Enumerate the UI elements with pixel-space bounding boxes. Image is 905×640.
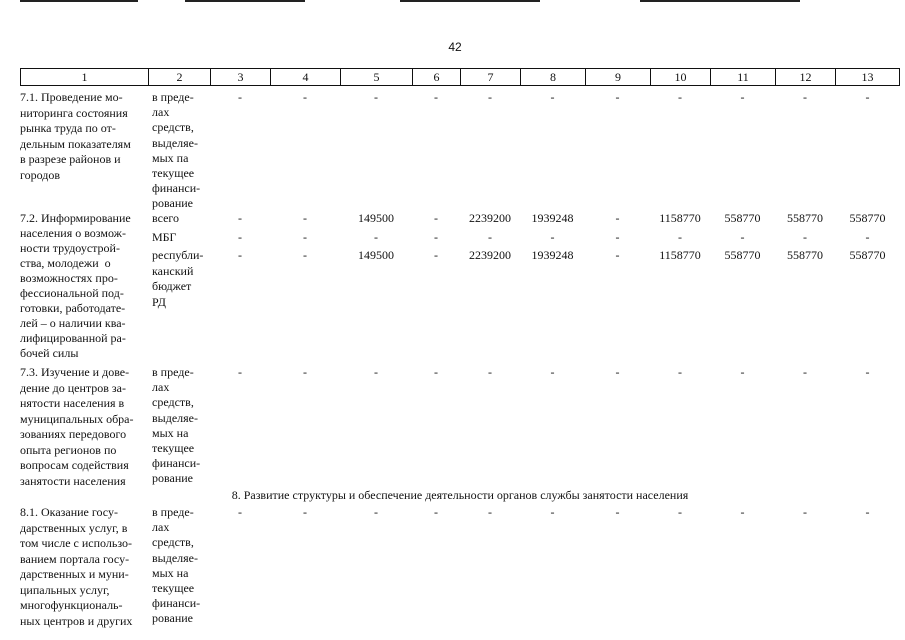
value-cell: - [238,211,242,225]
value-cell: - [865,230,870,244]
value-cell: - [803,505,807,519]
value-cell: - [803,230,807,244]
value-cell: - [678,365,682,379]
value-cell: - [803,90,807,104]
top-rule [640,0,800,2]
value-cell: - [238,248,242,262]
column-number-6: 6 [412,69,460,85]
funding-source: республи- канский бюджет РД [152,248,204,309]
value-cell: - [550,230,555,244]
value-cell: - [550,505,555,519]
value-cell: - [488,230,492,244]
value-cell: - [374,230,378,244]
value-cell: - [615,90,620,104]
value-cell: - [678,230,682,244]
value-cell: - [434,505,438,519]
value-cell: - [238,90,242,104]
funding-source: МБГ [152,230,177,244]
value-cell: - [303,365,307,379]
value-cell: - [488,365,492,379]
value-cell: 1158770 [659,211,701,225]
funding-source: в преде- лах средств, выделяе- мых па текущее финанси- рование [152,90,201,211]
value-cell: - [678,505,682,519]
value-cell: - [865,365,870,379]
measure-7-1: 7.1. Проведение мо- ниторинга состояния рынка труда по от- дельным показателям в разрезе районов и городов [20,90,131,182]
value-cell: - [615,248,620,262]
value-cell: - [550,90,555,104]
value-cell: - [550,365,555,379]
top-rule [400,0,540,2]
funding-source: в преде- лах средств, выделяе- мых на текущее финанси- рование [152,365,201,486]
value-cell: - [740,90,745,104]
value-cell: - [374,365,378,379]
value-cell: - [803,365,807,379]
top-rule [185,0,305,2]
column-number-9: 9 [585,69,650,85]
value-cell: 558770 [787,248,823,262]
value-cell: - [615,211,620,225]
column-number-1: 1 [20,69,148,85]
value-cell: 1939248 [531,248,574,262]
value-cell: 2239200 [469,248,511,262]
value-cell: - [434,230,438,244]
value-cell: 1939248 [531,211,574,225]
value-cell: - [374,90,378,104]
column-number-7: 7 [460,69,520,85]
value-cell: - [303,90,307,104]
column-number-3: 3 [210,69,270,85]
value-cell: - [238,230,242,244]
value-cell: - [740,505,745,519]
measure-7-3: 7.3. Изучение и дове- дение до центров за- нятости населения в муниципальных обра- зованиях передового опыта регионов по вопросам содействия занятости населения [20,365,134,488]
value-cell: 558770 [787,211,823,225]
value-cell: - [615,505,620,519]
measure-8-1: 8.1. Оказание госу- дарственных услуг, в том числе с использо- ванием портала госу- дарственных и муни- ципальных услуг, многофункциональ- ных центров и других [20,505,133,628]
value-cell: - [434,211,438,225]
value-cell: - [434,90,438,104]
value-cell: - [303,248,307,262]
column-number-5: 5 [340,69,412,85]
value-cell: 558770 [724,211,761,225]
funding-source: в преде- лах средств, выделяе- мых на текущее финанси- рование [152,505,201,626]
column-number-2: 2 [148,69,210,85]
column-number-12: 12 [775,69,835,85]
value-cell: 558770 [724,248,761,262]
column-number-11: 11 [710,69,775,85]
column-number-header [20,68,900,86]
value-cell: - [238,365,242,379]
value-cell: - [434,365,438,379]
section-heading: 8. Развитие структуры и обеспечение деятельности органов службы занятости населения [231,488,689,502]
value-cell: - [615,230,620,244]
column-number-13: 13 [835,69,900,85]
value-cell: - [303,230,307,244]
page-number: 42 [448,40,462,54]
value-cell: - [488,90,492,104]
value-cell: - [740,230,745,244]
value-cell: - [303,211,307,225]
value-cell: - [488,505,492,519]
value-cell: - [238,505,242,519]
value-cell: - [865,90,870,104]
column-number-8: 8 [520,69,585,85]
column-number-4: 4 [270,69,340,85]
top-rule [20,0,138,2]
funding-source: всего [152,211,180,225]
value-cell: 149500 [358,211,394,225]
value-cell: - [678,90,682,104]
value-cell: - [374,505,378,519]
column-number-10: 10 [650,69,710,85]
value-cell: 558770 [849,248,886,262]
value-cell: - [740,365,745,379]
value-cell: 558770 [849,211,886,225]
measure-7-2: 7.2. Информирование населения о возмож- ности трудоустрой- ства, молодежи о возможностях про- фессиональной под- готовки, работодате- лей – о наличии ква- лифицированной ра- бочей силы [20,211,131,360]
value-cell: - [615,365,620,379]
value-cell: 1158770 [659,248,701,262]
value-cell: 149500 [358,248,394,262]
value-cell: - [303,505,307,519]
value-cell: - [434,248,438,262]
value-cell: - [865,505,870,519]
value-cell: 2239200 [469,211,511,225]
